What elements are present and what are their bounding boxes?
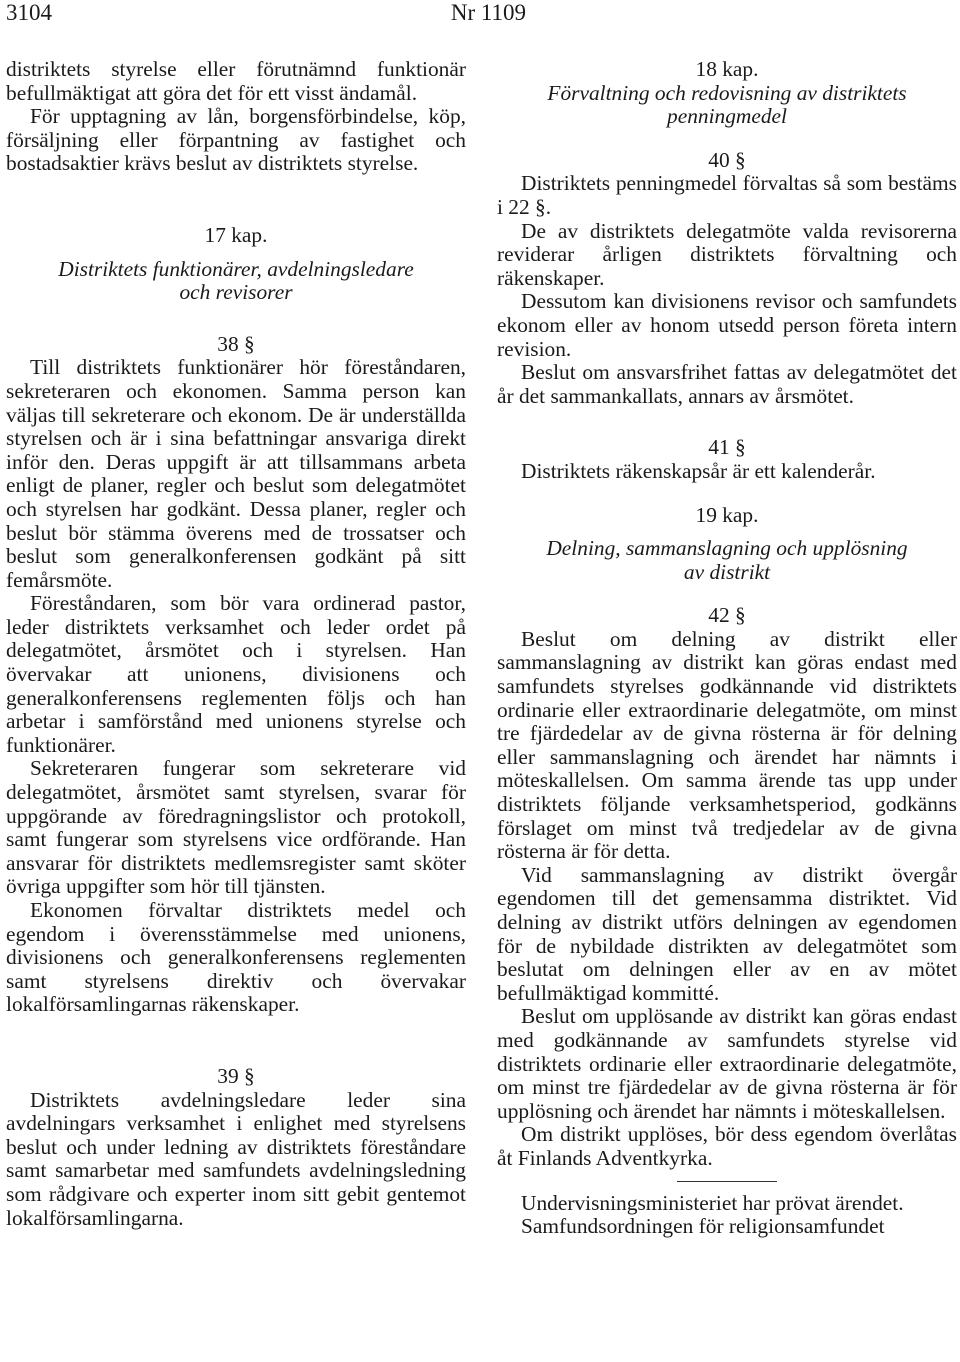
chapter-title: Förvaltning och redovisning av distriktets [547, 80, 907, 105]
section-paragraph: Beslut om delning av distrikt eller sammanslagning av distrikt kan göras endast med samfundets styrelses godkännande vid distriktets ordinarie eller extraordinarie delegatmöte, om minst tre fjärdedelar av de givna rösterna är för delning eller sammanslagning och ärendet har nämnts i möteskallelsen. Om samma ärende tas upp under distriktets följande verksamhetsperiod, godkänns förslaget om minst två tredjedelar av de givna rösterna är för detta. [497, 626, 957, 864]
chapter-title-cont: penningmedel [667, 104, 787, 129]
chapter-heading: 18 kap. [695, 57, 759, 81]
section-paragraph: Distriktets penningmedel förvaltas så som bestäms i 22 §. [497, 171, 957, 219]
chapter-title-cont: och revisorer [179, 280, 293, 305]
section-heading: 41 § [708, 435, 746, 460]
divider-rule [677, 1181, 777, 1182]
section-paragraph: Till distriktets funktionärer hör föreståndaren, sekreteraren och ekonomen. Samma person kan väljas till sekreterare och ekonom. De är underställda styrelsen och är i sina befattningar ansvariga direkt inför den. Deras uppgift är att tillsammans arbeta enligt de planer, regler och beslut som delegatmötet och styrelsen har godkänt. Dessa planer, regler och beslut bör stämma överens med de trossatser och beslut som generalkonferensen godkänt på sitt femårsmöte. [6, 355, 466, 592]
section-paragraph: Ekonomen förvaltar distriktets medel och egendom i överensstämmelse med unionens, divisionens och generalkonferensens reglementen samt styrelsens direktiv och övervakar lokalförsamlingarnas räkenskaper. [6, 898, 466, 1017]
section-paragraph: Distriktets avdelningsledare leder sina avdelningars verksamhet i enlighet med styrelsens beslut och under ledning av distriktets föreståndare samt samarbetar med samfundets avdelningsledning som rådgivare och experter inom sitt gebit gentemot lokalförsamlingarna. [6, 1087, 466, 1230]
section-paragraph: Sekreteraren fungerar som sekreterare vid delegatmötet, årsmötet samt styrelsen, svarar för uppgörande av föredragningslistor och protokoll, samt fungerar som styrelsens vice ordförande. Han ansvarar för distriktets medlemsregister samt sköter övriga uppgifter som hör till tjänsten. [6, 756, 466, 899]
chapter-title: Delning, sammanslagning och upplösning [546, 536, 908, 561]
intro-paragraph: distriktets styrelse eller förutnämnd funktionär befullmäktigat att göra det för ett visst ändamål. [6, 57, 466, 105]
section-paragraph: De av distriktets delegatmöte valda revisorerna reviderar årligen distriktets förvaltning och räkenskaper. [497, 218, 957, 290]
section-paragraph: Beslut om ansvarsfrihet fattas av delegatmötet det år det sammankallats, annars av årsmötet. [497, 360, 957, 408]
section-heading: 39 § [217, 1063, 255, 1088]
chapter-heading: 17 kap. [204, 222, 268, 247]
section-heading: 40 § [708, 147, 746, 172]
page-header [6, 0, 526, 34]
section-paragraph: Föreståndaren, som bör vara ordinerad pastor, leder distriktets verksamhet och leder ordet på delegatmötet, årsmötet och i styrelsen. Han övervakar att unionens, divisionens och generalkonferensens reglementen följs och han arbetar i samförstånd med unionens styrelse och funktionärer. [6, 591, 466, 757]
intro-paragraph: För upptagning av lån, borgensförbindelse, köp, försäljning eller förpantning av fastighet och bostadsaktier krävs beslut av distriktets styrelse. [6, 104, 466, 176]
chapter-heading: 19 kap. [695, 502, 759, 527]
closing-paragraph: Undervisningsministeriet har prövat ärendet. [521, 1190, 904, 1215]
section-paragraph: Beslut om upplösande av distrikt kan göras endast med godkännande av samfundets styrelse vid distriktets ordinarie eller extraordinarie delegatmöte, om minst tre fjärdedelar av de givna rösterna är för upplösning och ärendet har nämnts i möteskallelsen. [497, 1004, 957, 1123]
section-paragraph: Vid sammanslagning av distrikt övergår egendomen till det gemensamma distriktet. Vid delning av distrikt utförs delningen av egendomen för de nybildade distrikten av delegatmötet som beslutat om delningen eller av en av mötet befullmäktigad kommitté. [497, 862, 957, 1005]
section-heading: 42 § [708, 603, 746, 628]
section-paragraph: Dessutom kan divisionens revisor och samfundets ekonom eller av honom utsedd person företa intern revision. [497, 289, 957, 361]
section-paragraph: Om distrikt upplöses, bör dess egendom överlåtas åt Finlands Adventkyrka. [497, 1122, 957, 1170]
right-column [497, 58, 957, 1239]
chapter-title-cont: av distrikt [683, 559, 771, 584]
chapter-title: Distriktets funktionärer, avdelningsledare [58, 256, 414, 281]
section-paragraph: Distriktets räkenskapsår är ett kalenderår. [521, 458, 876, 483]
page-number: 3104 [6, 0, 52, 25]
section-heading: 38 § [217, 331, 255, 356]
issue-number: Nr 1109 [450, 0, 526, 25]
closing-paragraph: Samfundsordningen för religionsamfundet [521, 1214, 885, 1239]
left-column [6, 58, 466, 1230]
